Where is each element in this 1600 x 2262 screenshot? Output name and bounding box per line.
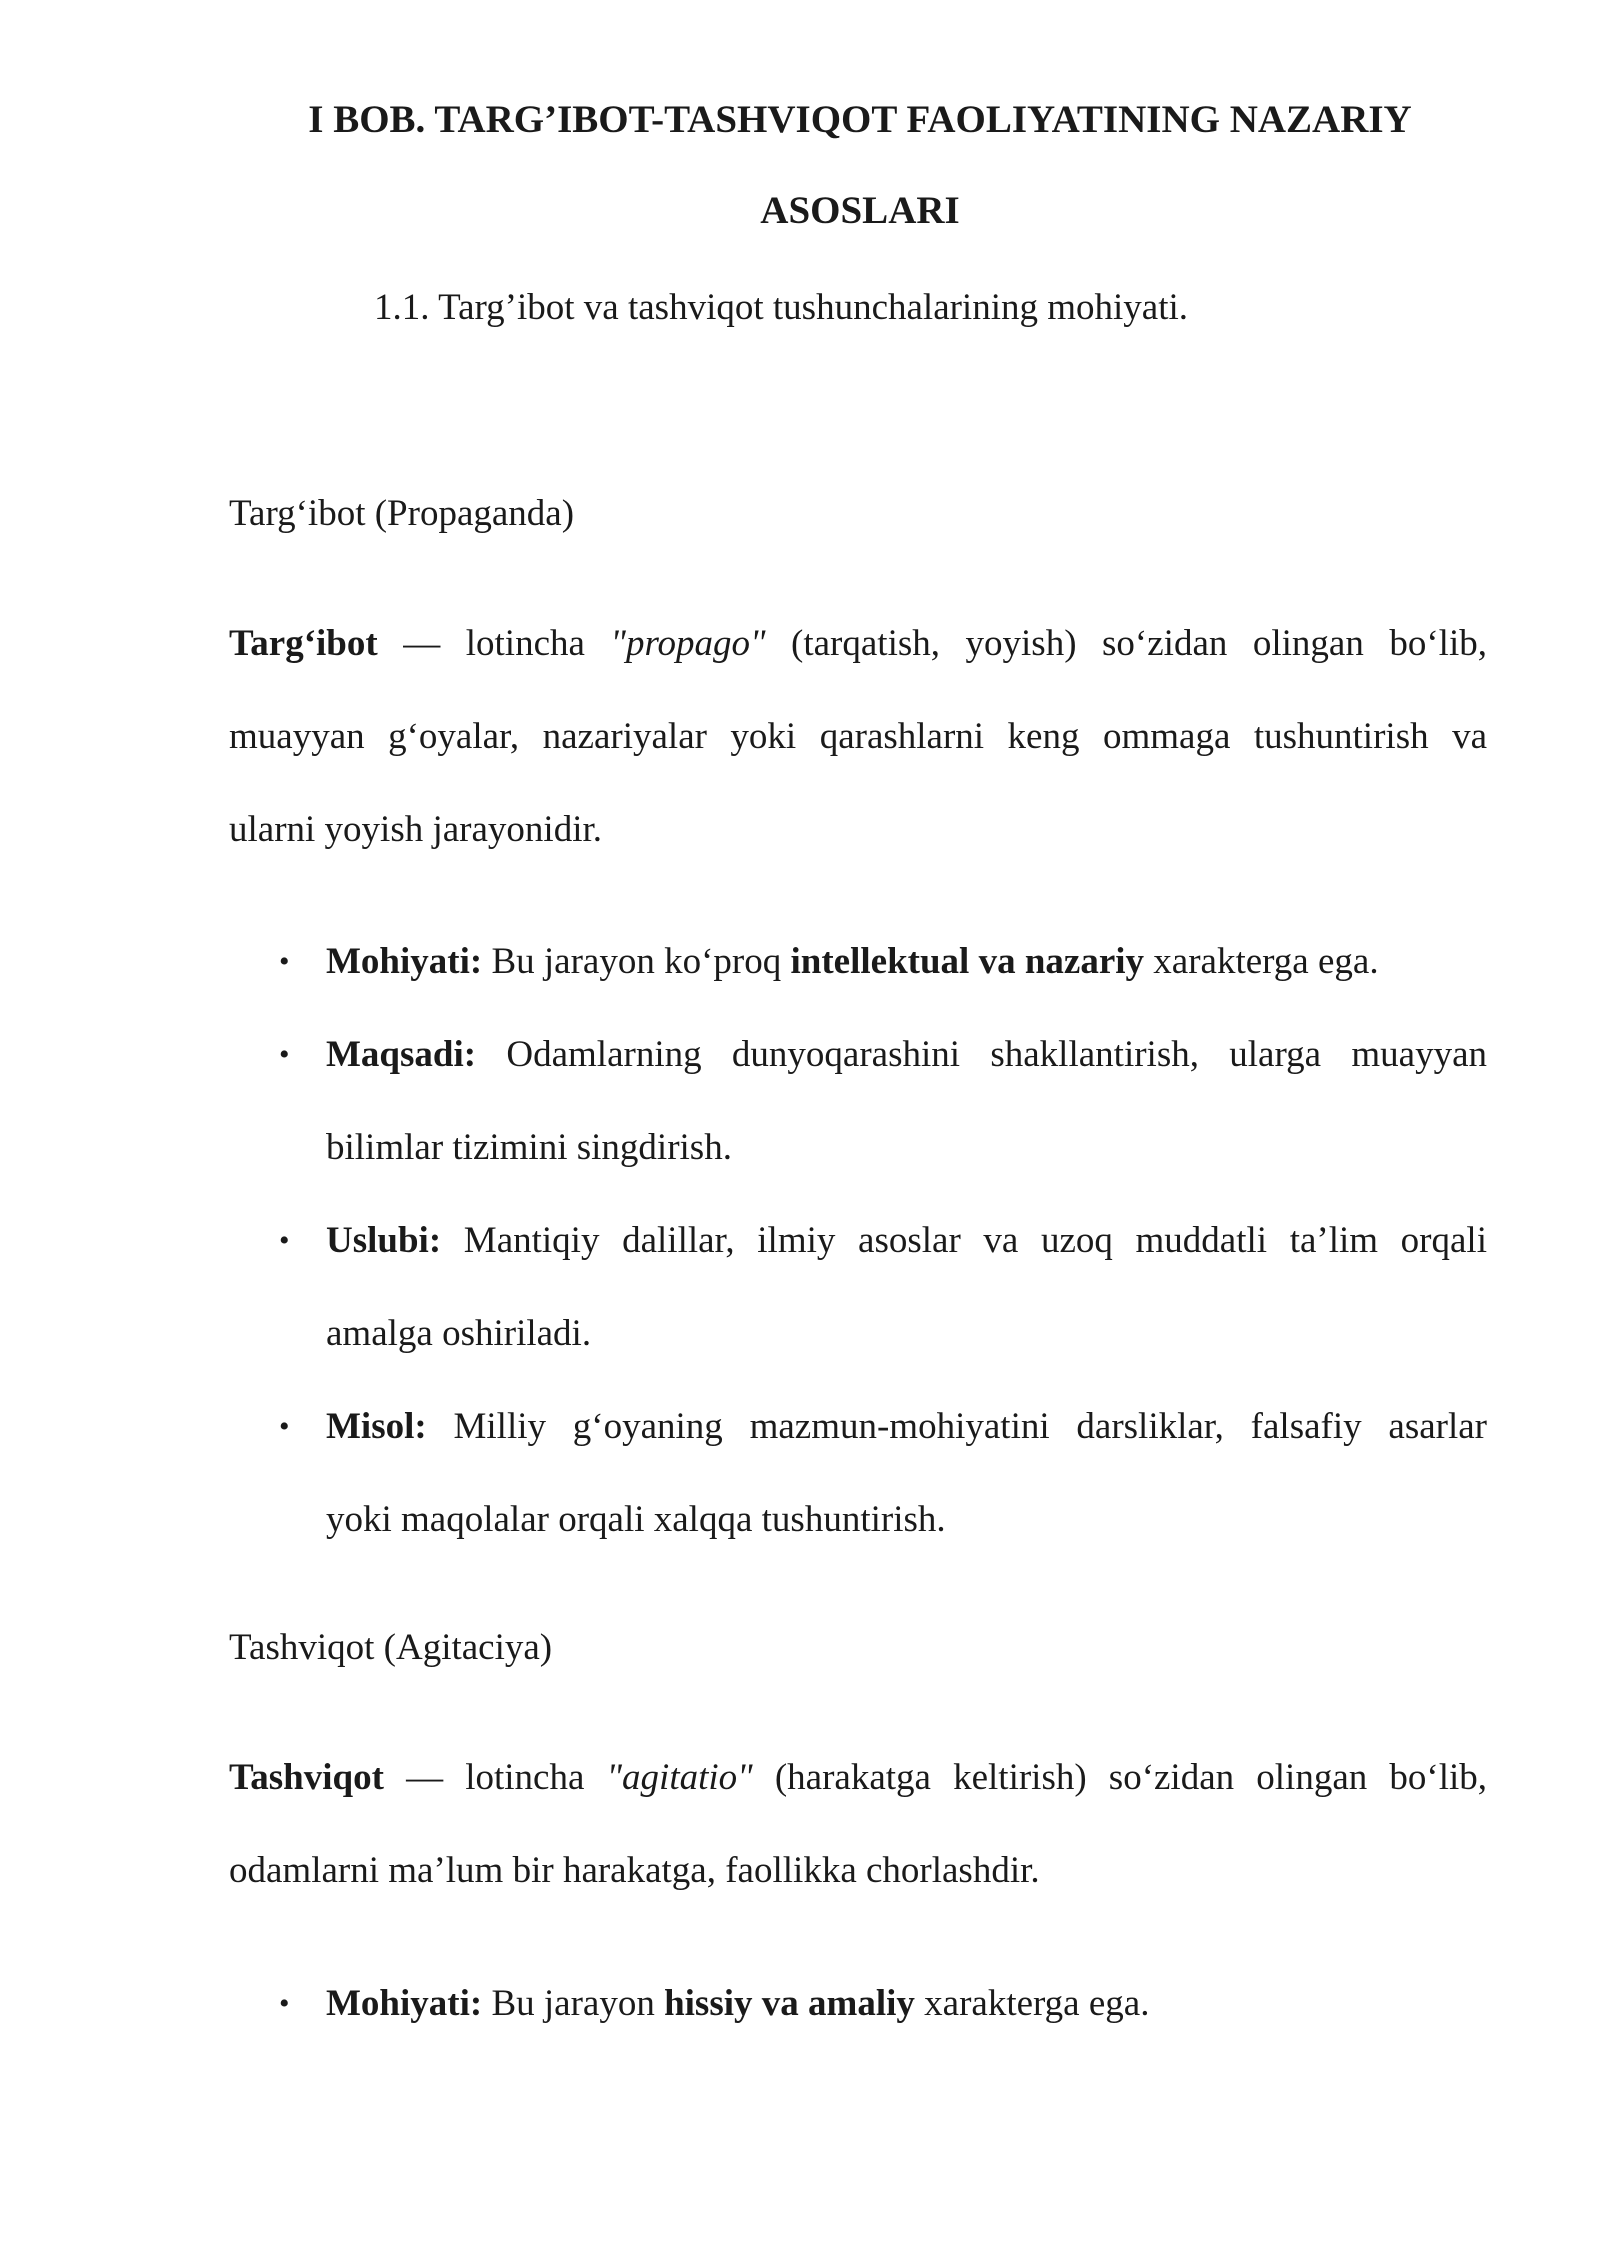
section-title: 1.1. Targ’ibot va tashviqot tushunchalarining mohiyati. (374, 287, 1189, 328)
list-item: • Uslubi: Mantiqiy dalillar, ilmiy asoslar va uzoq muddatli ta’lim orqali amalga oshiriladi. (229, 1194, 1487, 1380)
agitation-bullet-list (229, 1957, 1487, 2050)
list-item: • Mohiyati: Bu jarayon ko‘proq intellektual va nazariy xarakterga ega. (229, 915, 1487, 1008)
propaganda-bullet-list (229, 915, 1487, 1566)
list-item: • Misol: Milliy g‘oyaning mazmun-mohiyatini darsliklar, falsafiy asarlar yoki maqolalar orqali xalqqa tushuntirish. (229, 1380, 1487, 1566)
agitation-definition-line-1: Tashviqot — lotincha "agitatio" (harakatga keltirish) so‘zidan olingan bo‘lib, (229, 1757, 1487, 1798)
propaganda-definition-line-2: muayyan g‘oyalar, nazariyalar yoki qarashlarni keng ommaga tushuntirish va (229, 716, 1487, 757)
agitation-heading: Tashviqot (Agitaciya) (229, 1627, 553, 1668)
propaganda-definition (229, 597, 1487, 876)
chapter-title-line-1: I BOB. TARG’IBOT-TASHVIQOT FAOLIYATINING NAZARIY (308, 98, 1412, 141)
propaganda-definition-line-1: Targ‘ibot — lotincha "propago" (tarqatish, yoyish) so‘zidan olingan bo‘lib, (229, 623, 1487, 664)
propaganda-definition-line-3: ularni yoyish jarayonidir. (229, 809, 603, 850)
chapter-title-line-2: ASOSLARI (760, 189, 960, 232)
agitation-definition (229, 1731, 1487, 1917)
agitation-term: Tashviqot (229, 1757, 384, 1798)
agitation-origin-word: "agitatio" (606, 1757, 753, 1798)
propaganda-heading: Targ‘ibot (Propaganda) (229, 493, 575, 534)
list-item: • Mohiyati: Bu jarayon hissiy va amaliy xarakterga ega. (229, 1957, 1487, 2050)
propaganda-origin-word: "propago" (610, 623, 766, 664)
bullet-icon: • (279, 945, 290, 978)
bullet-icon: • (279, 1987, 290, 2020)
bullet-icon: • (279, 1410, 290, 1443)
bullet-icon: • (279, 1224, 290, 1257)
propaganda-term: Targ‘ibot (229, 623, 378, 664)
agitation-definition-line-2: odamlarni ma’lum bir harakatga, faollikka chorlashdir. (229, 1850, 1040, 1891)
list-item: • Maqsadi: Odamlarning dunyoqarashini shakllantirish, ularga muayyan bilimlar tizimini singdirish. (229, 1008, 1487, 1194)
bullet-icon: • (279, 1038, 290, 1071)
